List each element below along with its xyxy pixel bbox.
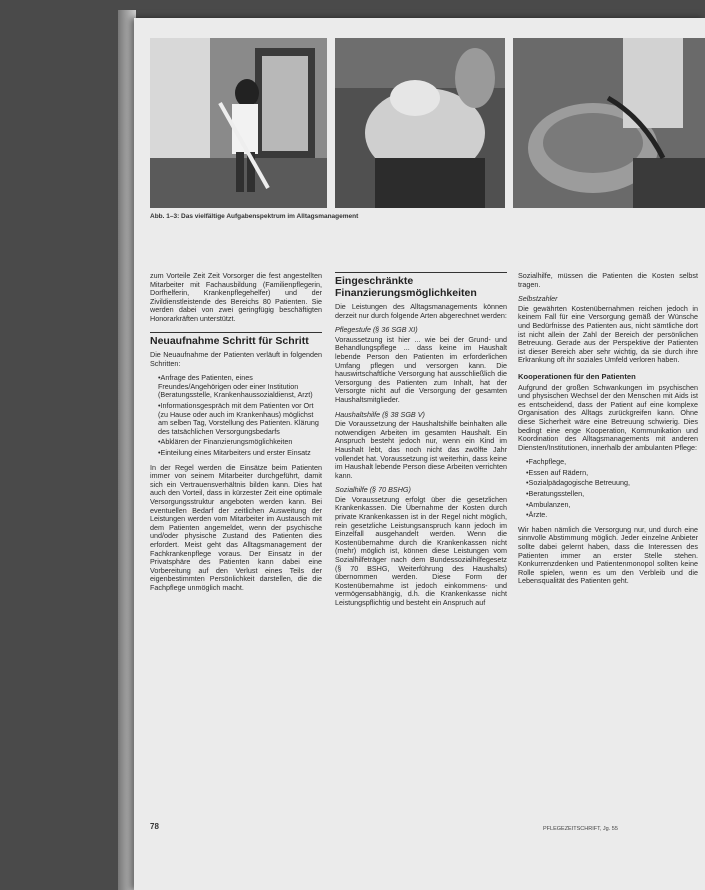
col3-closing: Wir haben nämlich die Versorgung nur, und durch eine sinnvolle Abstimmung möglich. Jeder einzelne Anbieter sollte dabei gelernt haben, dass die Interessen des Patienten immer an erster Stelle stehen. Konkurrenzdenken und Patientenmonopol sollten keine Rolle spielen, wenn es um den Verbleib und die Lebensqualität des Patienten geht. (518, 524, 698, 586)
col1-lead: Die Neuaufnahme der Patienten verläuft in folgenden Schritten: (150, 350, 322, 368)
photo-washing (513, 38, 705, 208)
col2-s2-body: Die Voraussetzung der Haushaltshilfe beinhalten alle notwendigen Arbeiten im gesamten Haushalt. Ein Anspruch besteht jedoch nur, wenn ein Kind im Haushalt lebt, das noch nicht das zwölfte Jahr vollendet hat. Voraussetzung ist weiterhin, dass keine im Haushalt lebende Person diese Arbeiten verrichten kann. (335, 419, 507, 480)
subheading-haushaltshilfe: Haushaltshilfe (§ 38 SGB V) (335, 409, 425, 419)
list-item: • Essen auf Rädern, (526, 469, 698, 478)
list-item: • Anfrage des Patienten, eines Freundes/Angehörigen oder einer Institution (Beratungsstelle, Krankenhaussozialdienst, Arzt) (158, 374, 322, 400)
page-number: 78 (150, 822, 159, 831)
list-item: • Informationsgespräch mit dem Patienten vor Ort (zu Hause oder auch im Krankenhaus) möglichst am selben Tag, Vorstellung des Patienten. Klärung des tatsächlichen Versorgungsbedarfs (158, 402, 322, 436)
journal-footer: PFLEGEZEITSCHRIFT, Jg. 55 (543, 826, 618, 832)
subheading-sozialhilfe: Sozialhilfe (§ 70 BSHG) (335, 485, 411, 495)
col3-body: Aufgrund der großen Schwankungen im psychischen und physischen Wechsel der den Menschen mit Aids ist es entscheidend, dass der Patient auf eine komplexe Organisation des Alltags zurückgreifen kann. Ohne diese Sicherheit wäre eine Betreuung schwierig. Dies bedingt eine enge Kooperation, Kommunikation und Koordination des Alltagsmanagements mit anderen Diensten/Institutionen, innerhalb der ambulanten Pflege: (518, 382, 698, 452)
figure-caption: Abb. 1–3: Das vielfältige Aufgabenspektrum im Alltagsmanagement (150, 213, 359, 220)
heading-neuaufnahme: Neuaufnahme Schritt für Schritt (150, 332, 322, 348)
col2-s3-body: Die Voraussetzung erfolgt über die gesetzlichen Krankenkassen. Die Übernahme der Kosten durch private Krankenkassen ist in der Regel nicht möglich, rein gesetzliche Leistungsanspruch kann jedoch im Einzelfall ausgehandelt werden. Wenn die Kostenübernahme durch die Krankenkassen nicht (mehr) möglich ist, können diese Leistungen vom Sozialhilfeträger nach dem Bundessozialhilfegesetz (§ 70 BSHG, Weiterführung des Haushalts) übernommen werden. Diese Form der Kostenübernahme ist jedoch einkommens- und vermögensabhängig, d.h. die Krankenkasse nicht Leistungspflichtig und besteht ein Anspruch auf (335, 494, 507, 607)
list-item: • Abklären der Finanzierungsmöglichkeiten (158, 438, 322, 447)
list-item: • Sozialpädagogische Betreuung, (526, 479, 698, 488)
services-list (518, 458, 698, 520)
col2-s1-body: Voraussetzung ist hier ... wie bei der Grund- und Behandlungspflege ... dass keine im Haushalt lebende Person den Patienten im erforderlichen Umfang pflegen und versorgen kann. Die hauswirtschaftliche Versorgung hat ausschließlich die Versorgung des Patienten zum Inhalt, hat der Versorgte nicht auf die Versorgung der gesamten Haushaltsmitglieder. (335, 334, 507, 404)
list-item: • Einteilung eines Mitarbeiters und erster Einsatz (158, 449, 322, 458)
steps-list (150, 374, 322, 457)
heading-finanzierung: Eingeschränkte Finanzierungsmöglichkeiten (335, 272, 507, 299)
column-1 (150, 272, 322, 599)
list-item: • Ambulanzen, (526, 501, 698, 510)
photo-cleaning (150, 38, 327, 208)
subheading-pflegestufe: Pflegestufe (§ 36 SGB XI) (335, 325, 418, 335)
list-item: • Ärzte. (526, 511, 698, 520)
col1-body: In der Regel werden die Einsätze beim Patienten immer von seinem Mitarbeiter durchgeführt, damit sich ein Vertrauensverhältnis bilden kann. Dies hat auch den Vorteil, dass in kürzester Zeit eine optimale Versorgungsstruktur angeboten werden kann. Bei eventuellen Bedarf der zeitlichen Ausweitung der Leistungen werden vom Mitarbeiter im Austausch mit dem Patienten angemeldet, wenn der psychische und/oder physische Zustand des Patienten dies erfordert. Meist geht das Alltagsmanagement der Fachkrankenpflege voraus. Der Einsatz in der Privatsphäre des Patienten kann dabei eine Vorbereitung auf den Verlust eines Teils der eigenbestimmten Persönlichkeit darstellen, die die Fachpflege unmöglich macht. (150, 462, 322, 592)
list-item: • Beratungsstellen, (526, 490, 698, 499)
subheading-selbstzahler: Selbstzahler (518, 294, 558, 304)
list-item: • Fachpflege, (526, 458, 698, 467)
col3-intro: Sozialhilfe, müssen die Patienten die Kosten selbst tragen. (518, 271, 698, 289)
column-2 (335, 272, 507, 614)
column-3 (518, 272, 698, 592)
col2-lead: Die Leistungen des Alltagsmanagements können derzeit nur durch folgende Arten abgerechnet werden: (335, 302, 507, 320)
col1-intro: zum Vorteile Zeit Zeit Vorsorger die fest angestellten Mitarbeiter mit Fachausbildung (Familienpflegerin, Dorfhelferin, Krankenpflegehelfer) und der Zivildienstleistende des Bereichs 80 Patienten. Sie werden dabei von zwei geringfügig beschäftigten Honorarkräften unterstützt. (150, 271, 322, 323)
heading-kooperationen: Kooperationen für den Patienten (518, 371, 636, 381)
photo-care (335, 38, 505, 208)
col3-sub1-body: Die gewährten Kostenübernahmen reichen jedoch in keinem Fall für eine Versorgung gemäß der Wünsche und Bedürfnisse des Patienten aus, nicht sämtliche dort ist nicht allein der Zahl der Bereich der persönlichen Betreuung. Gerade aus der Perspektive der Patienten ist dieser Bereich aber sehr wichtig, da sie durch ihre Erkrankung oft ihr soziales Umfeld verloren haben. (518, 303, 698, 365)
